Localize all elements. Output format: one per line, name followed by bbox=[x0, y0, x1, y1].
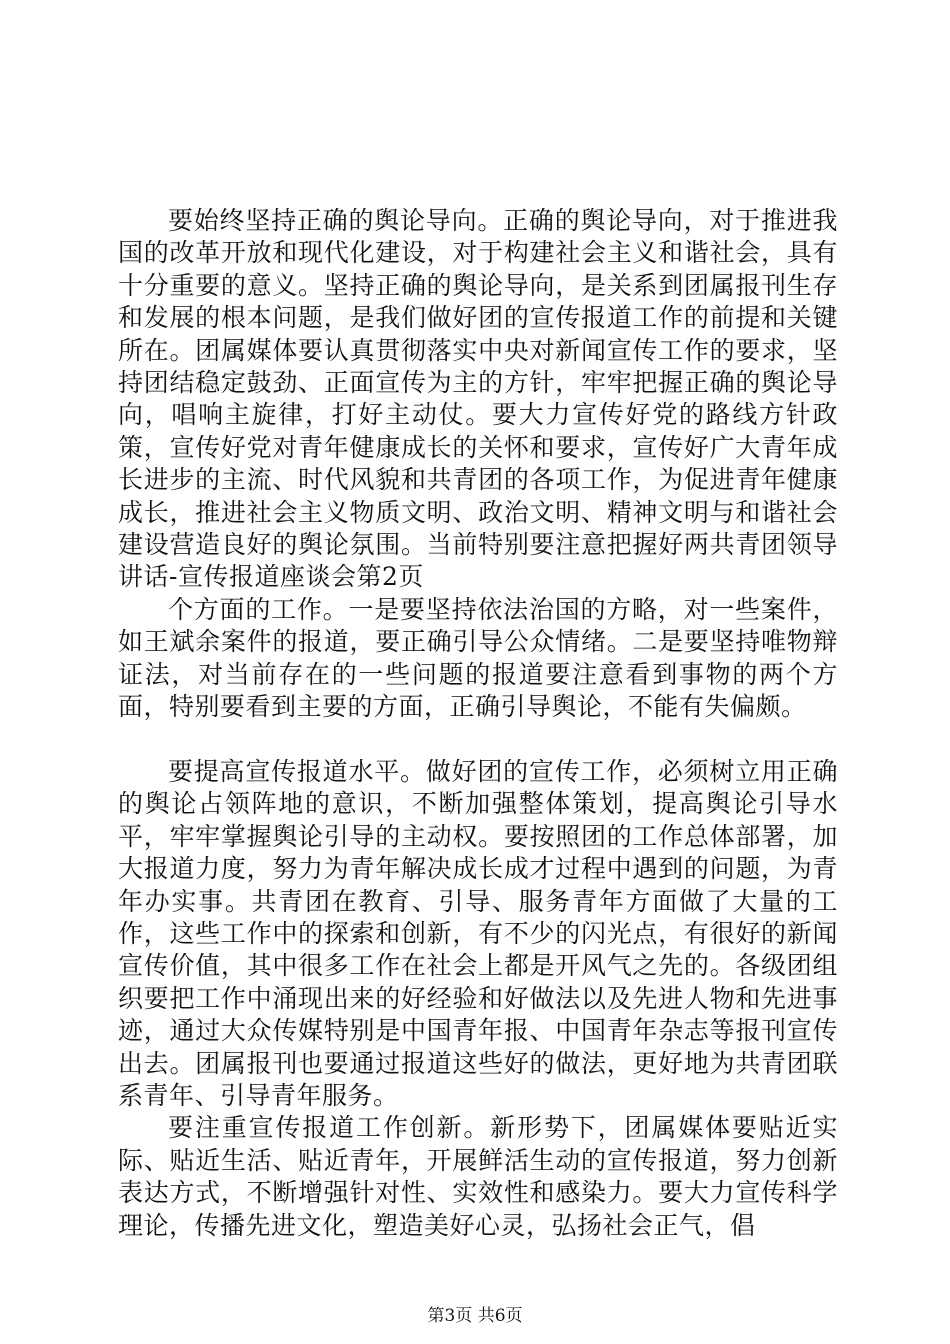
paragraph-reporting-level: 要提高宣传报道水平。做好团的宣传工作，必须树立用正确的舆论占领阵地的意识，不断加强整体策划，提高舆论引导水平，牢牢掌握舆论引导的主动权。要按照团的工作总体部署，加大报道力度，努力为青年解决成长成才过程中遇到的问题，为青年办实事。共青团在教育、引导、服务青年方面做了大量的工作，这些工作中的探索和创新，有不少的闪光点，有很好的新闻宣传价值，其中很多工作在社会上都是开风气之先的。各级团组织要把工作中涌现出来的好经验和好做法以及先进人物和先进事迹，通过大众传媒特别是中国青年报、中国青年杂志等报刊宣传出去。团属报刊也要通过报道这些好的做法，更好地为共青团联系青年、引导青年服务。 bbox=[118, 756, 838, 1110]
page-footer bbox=[0, 1306, 950, 1326]
document-body bbox=[118, 205, 838, 1242]
page-number-label: 第3页 共6页 bbox=[427, 1306, 523, 1326]
paragraph-spacer bbox=[118, 724, 838, 756]
paragraph-two-aspects: 个方面的工作。一是要坚持依法治国的方略，对一些案件，如王斌余案件的报道，要正确引导公众情绪。二是要坚持唯物辩证法，对当前存在的一些问题的报道要注意看到事物的两个方面，特别要看到主要的方面，正确引导舆论，不能有失偏颇。 bbox=[118, 594, 838, 722]
paragraph-public-opinion-guidance: 要始终坚持正确的舆论导向。正确的舆论导向，对于推进我国的改革开放和现代化建设，对于构建社会主义和谐社会，具有十分重要的意义。坚持正确的舆论导向，是关系到团属报刊生存和发展的根本问题，是我们做好团的宣传报道工作的前提和关键所在。团属媒体要认真贯彻落实中央对新闻宣传工作的要求，坚持团结稳定鼓劲、正面宣传为主的方针，牢牢把握正确的舆论导向，唱响主旋律，打好主动仗。要大力宣传好党的路线方针政策，宣传好党对青年健康成长的关怀和要求，宣传好广大青年成长进步的主流、时代风貌和共青团的各项工作，为促进青年健康成长，推进社会主义物质文明、政治文明、精神文明与和谐社会建设营造良好的舆论氛围。当前特别要注意把握好两共青团领导讲话-宣传报道座谈会第2页 bbox=[118, 206, 838, 592]
paragraph-reporting-innovation: 要注重宣传报道工作创新。新形势下，团属媒体要贴近实际、贴近生活、贴近青年，开展鲜活生动的宣传报道，努力创新表达方式，不断增强针对性、实效性和感染力。要大力宣传科学理论，传播先进文化，塑造美好心灵，弘扬社会正气，倡 bbox=[118, 1113, 838, 1240]
